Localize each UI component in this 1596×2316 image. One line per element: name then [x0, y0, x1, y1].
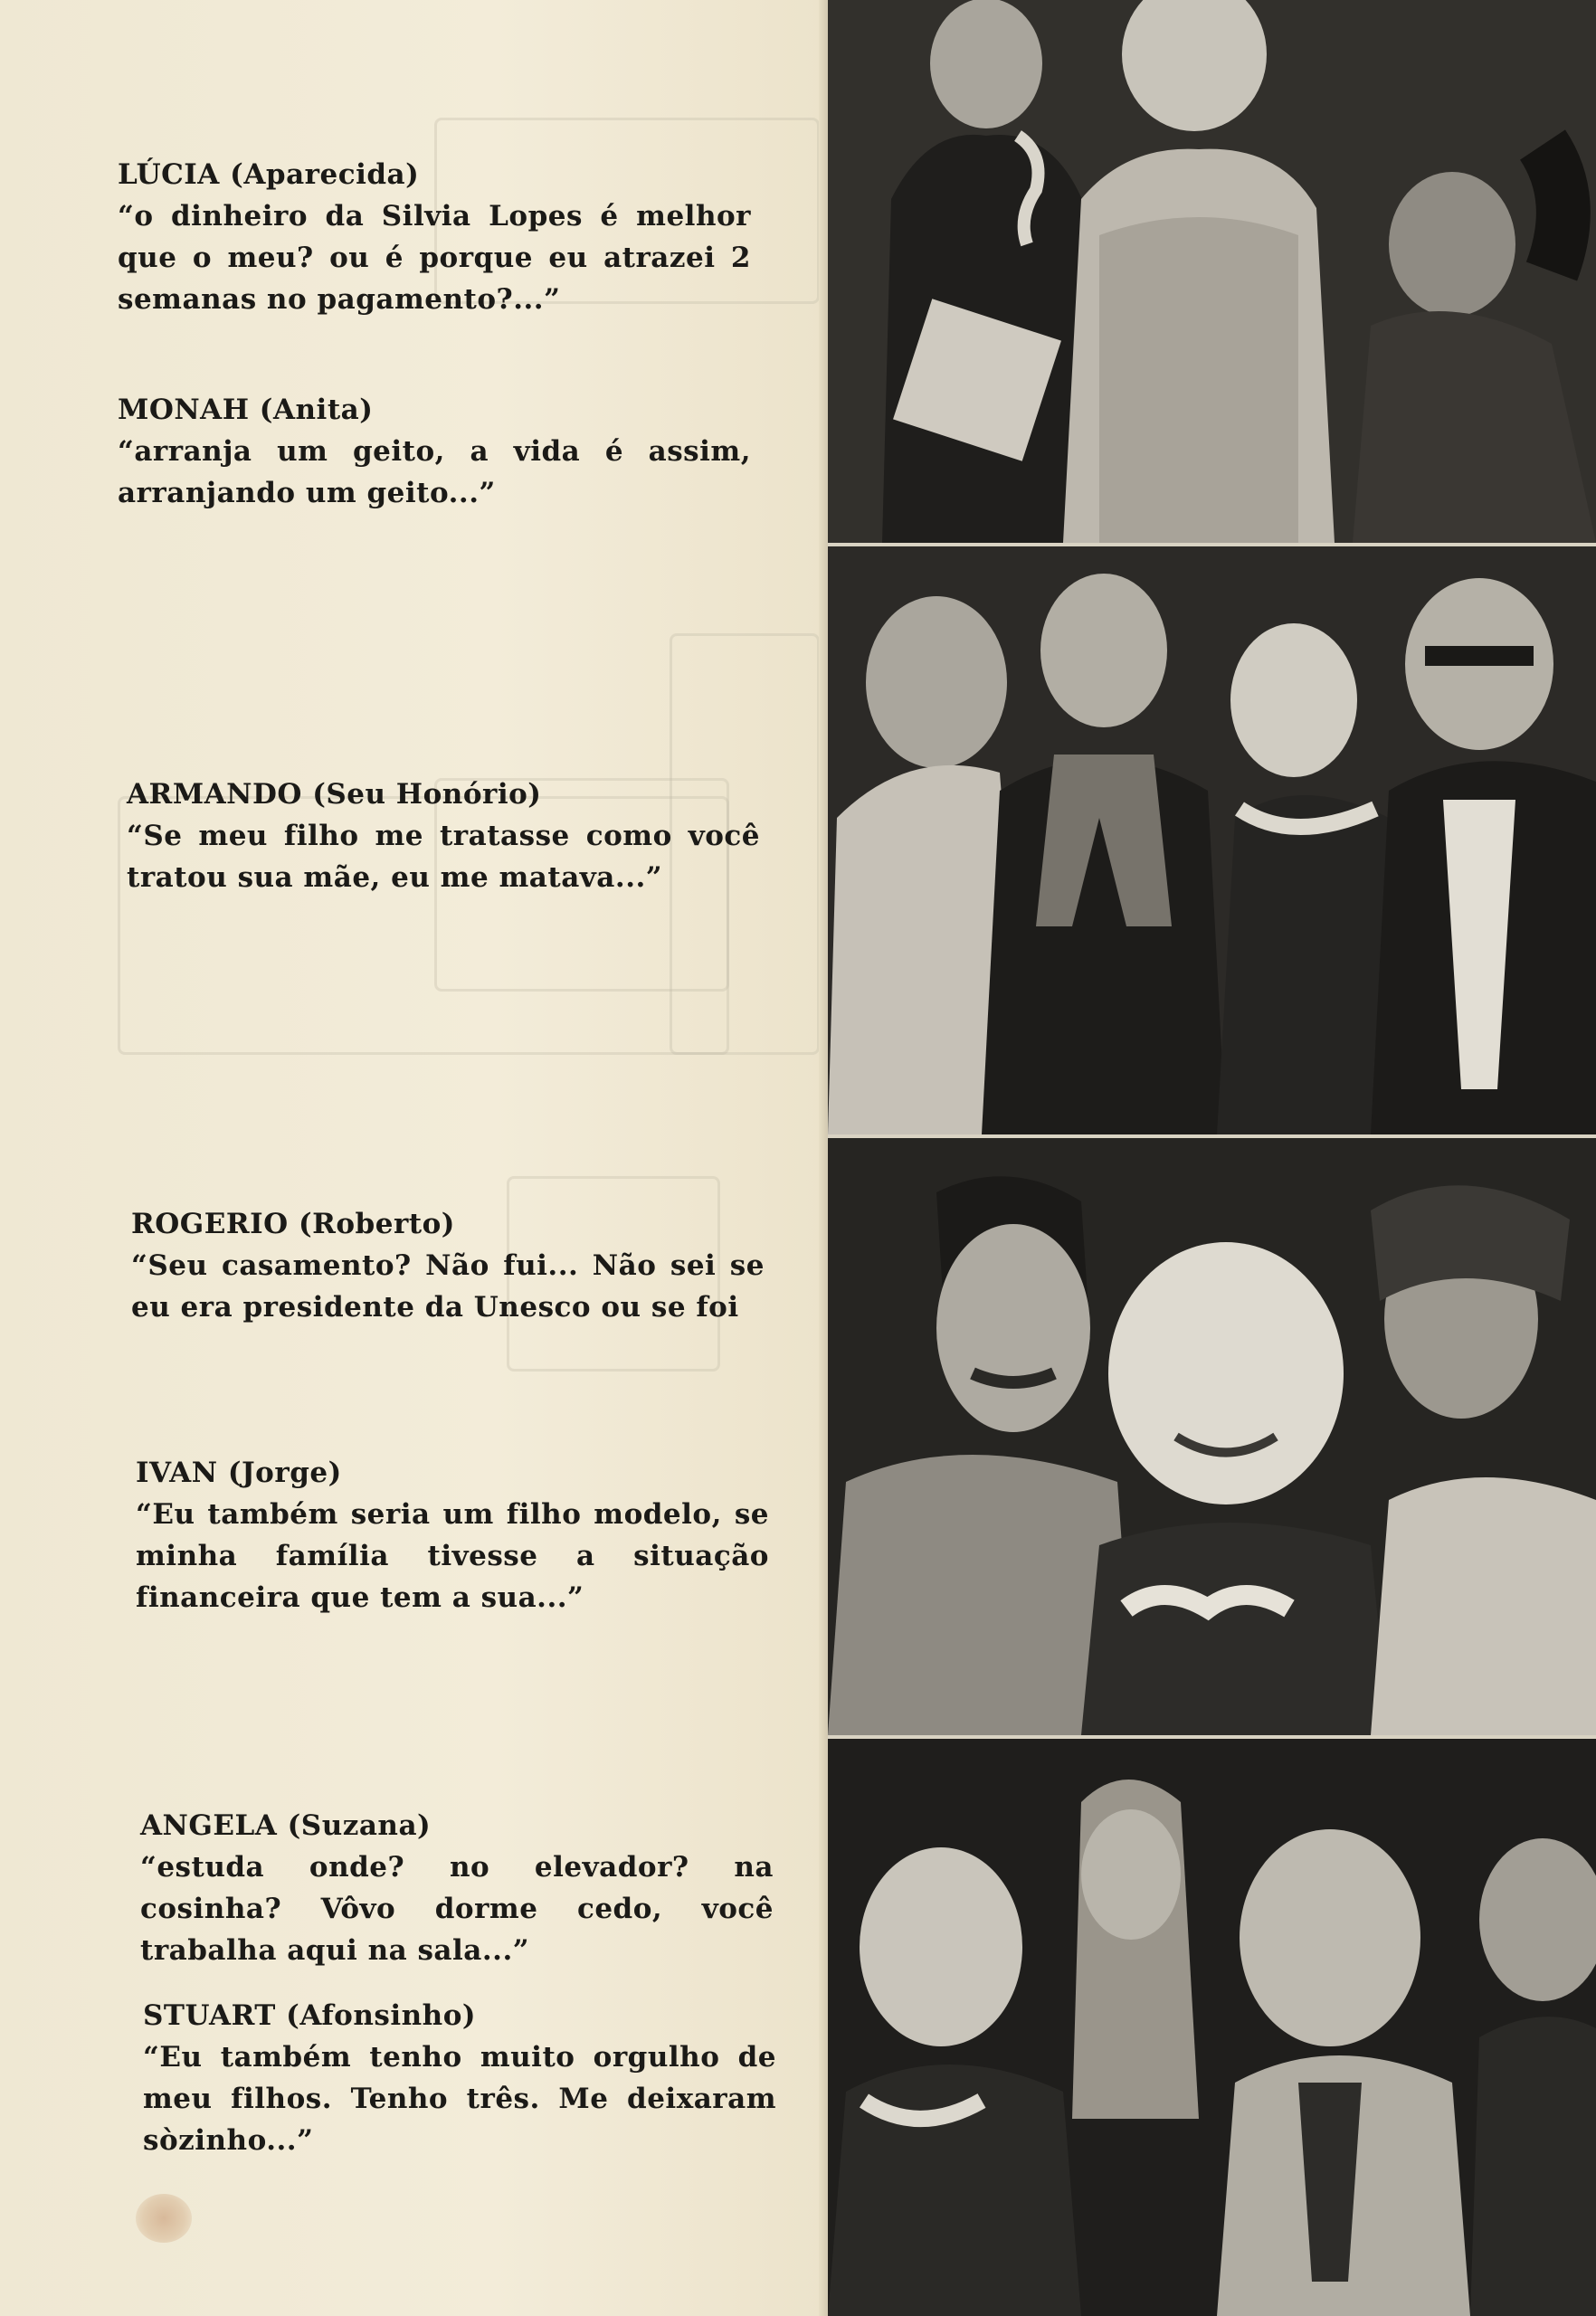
photo-smiling-group: [828, 1138, 1596, 1739]
quote-monah: [118, 389, 751, 514]
character-name: ROGERIO: [131, 1208, 289, 1240]
quote-text: “Se meu filho me tratasse como você tratou sua mãe, eu me matava...”: [127, 820, 760, 894]
quote-lucia: [118, 154, 751, 320]
paper-stain: [136, 2194, 192, 2243]
quote-text: “estuda onde? no elevador? na cosinha? Vôvo dorme cedo, você trabalha aqui na sala...”: [140, 1851, 774, 1967]
character-name: MONAH: [118, 394, 250, 426]
photo-strip: [828, 0, 1596, 2316]
quote-text: “Eu também seria um filho modelo, se minha família tivesse a situação financeira que tem a sua...”: [136, 1498, 769, 1614]
quote-text: “o dinheiro da Silvia Lopes é melhor que o meu? ou é porque eu atrazei 2 semanas no pagamento?...”: [118, 200, 751, 316]
quote-text: “Seu casamento? Não fui... Não sei se eu era presidente da Unesco ou se foi: [131, 1249, 765, 1324]
character-name: STUART: [143, 1999, 276, 2032]
photo-four-people: [828, 546, 1596, 1138]
actor-role: (Roberto): [298, 1208, 455, 1240]
quote-ivan: [136, 1452, 769, 1618]
actor-role: (Afonsinho): [286, 1999, 477, 2032]
quote-armando: [127, 774, 760, 898]
actor-role: (Suzana): [287, 1809, 432, 1842]
quote-text: “Eu também tenho muito orgulho de meu filhos. Tenho três. Me deixaram sòzinho...”: [143, 2041, 776, 2157]
photo-three-women: [828, 0, 1596, 546]
quote-stuart: [143, 1995, 776, 2161]
character-name: IVAN: [136, 1457, 218, 1489]
actor-role: (Jorge): [227, 1457, 342, 1489]
character-name: LÚCIA: [118, 158, 220, 191]
photo-elderly-group: [828, 1739, 1596, 2316]
character-name: ARMANDO: [127, 778, 302, 811]
quote-rogerio: [131, 1203, 765, 1328]
actor-role: (Anita): [259, 394, 374, 426]
quote-text: “arranja um geito, a vida é assim, arranjando um geito...”: [118, 435, 751, 509]
quote-angela: [140, 1805, 774, 1971]
character-name: ANGELA: [140, 1809, 278, 1842]
actor-role: (Seu Honório): [312, 778, 542, 811]
actor-role: (Aparecida): [230, 158, 420, 191]
